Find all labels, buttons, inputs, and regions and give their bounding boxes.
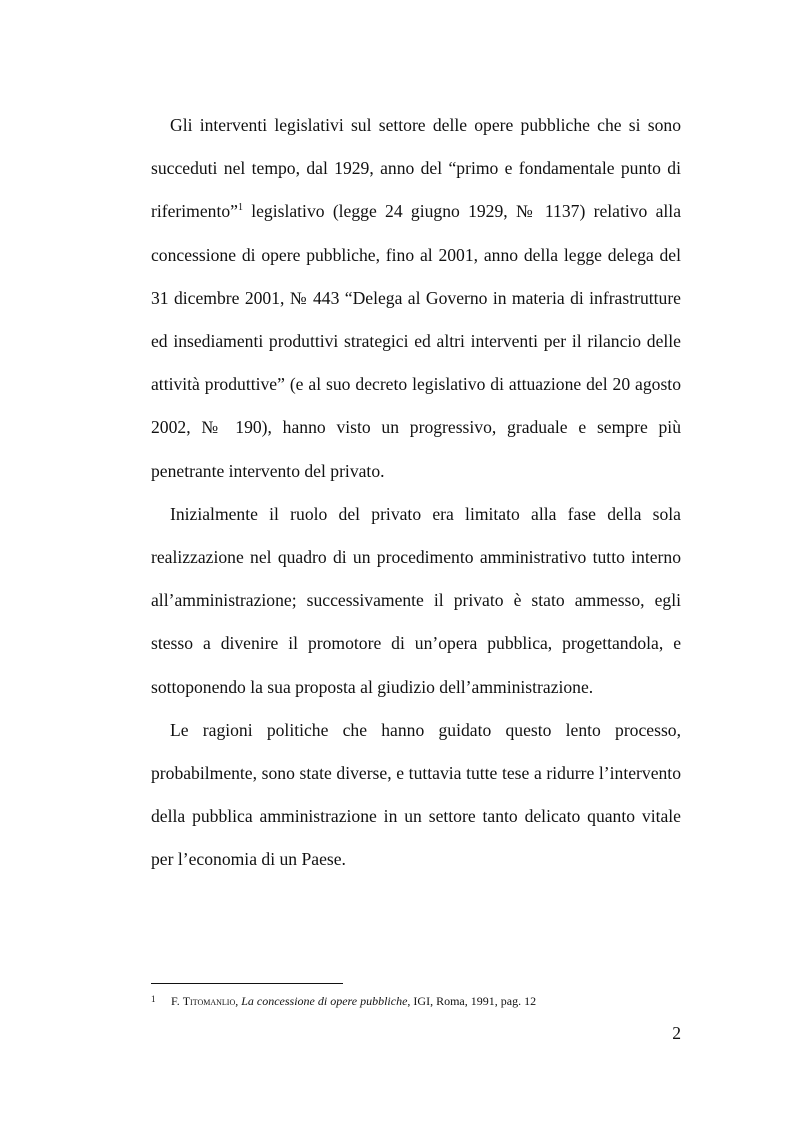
footnote: [151, 991, 681, 1009]
page-number: 2: [672, 1023, 681, 1043]
footnote-separator-line: [151, 983, 343, 984]
footnote-reference: 1: [237, 202, 243, 214]
footnote-author-surname: Titomanlio: [182, 994, 236, 1008]
paragraph-1-text-after-ref: legislativo (legge 24 giugno 1929, № 1137) relativo alla concessione di opere pubbliche, fino al 2001, anno della legge delega del 31 dicembre 2001, № 443 “Delega al Governo in materia di infrastrutture ed insediamenti produttivi strategici ed altri interventi per il rilancio delle attività produttive” (e al suo decreto legislativo di attuazione del 20 agosto 2002, № 190), hanno visto un progressivo, graduale e sempre più penetrante intervento del privato.: [151, 201, 681, 481]
footnote-mark: 1: [151, 994, 156, 1004]
paragraph-1: [151, 104, 681, 493]
paragraph-1-text-before-ref: Gli interventi legislativi sul settore delle opere pubbliche che si sono succeduti nel tempo, dal 1929, anno del “primo e fondamentale punto di riferimento”: [151, 115, 681, 222]
footnote-separator: ,: [235, 994, 242, 1008]
body-text: [151, 104, 681, 882]
paragraph-2: Inizialmente il ruolo del privato era limitato alla fase della sola realizzazione nel quadro di un procedimento amministrativo tutto interno all’amministrazione; successivamente il privato è stato ammesso, egli stesso a divenire il promotore di un’opera pubblica, progettandola, e sottoponendo la sua proposta al giudizio dell’amministrazione.: [151, 503, 681, 697]
footnote-author-initial: F.: [171, 994, 183, 1008]
footnote-title: La concessione di opere pubbliche: [241, 994, 408, 1008]
footnote-publication-details: , IGI, Roma, 1991, pag. 12: [407, 994, 537, 1008]
paragraph-3: Le ragioni politiche che hanno guidato questo lento processo, probabilmente, sono state diverse, e tuttavia tutte tese a ridurre l’intervento della pubblica amministrazione in un settore tanto delicato quanto vitale per l’economia di un Paese.: [151, 719, 681, 870]
